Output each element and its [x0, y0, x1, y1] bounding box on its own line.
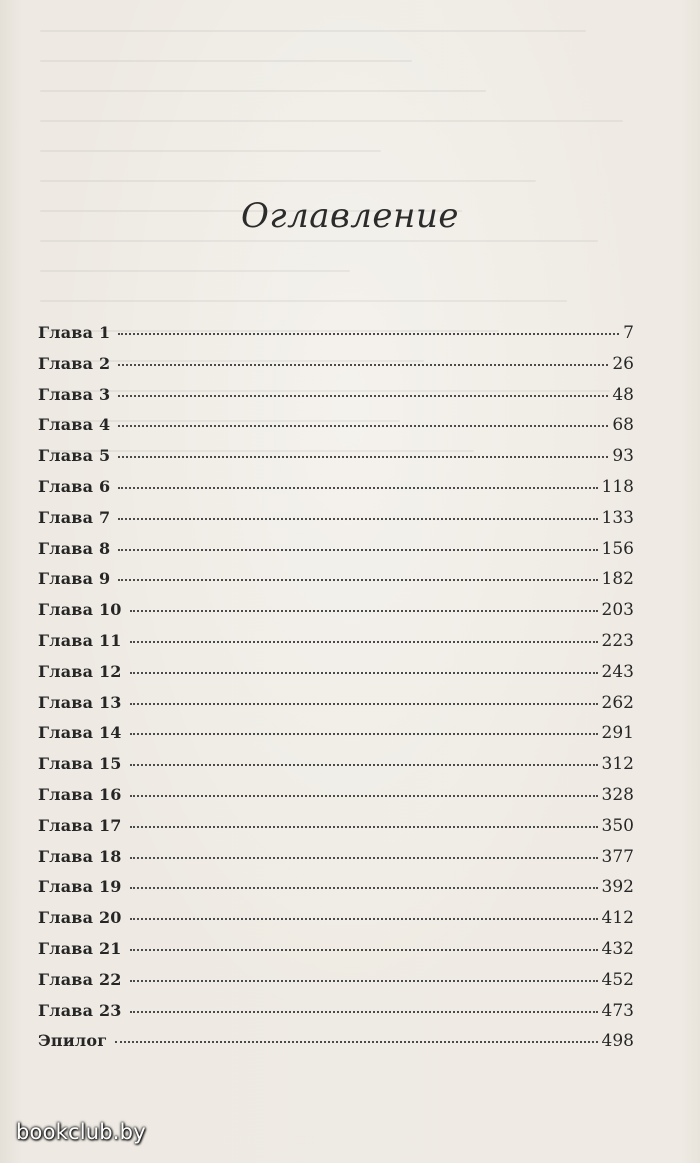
toc-entry-page-number: 48	[612, 384, 634, 405]
dot-leader	[118, 518, 597, 520]
dot-leader	[130, 703, 598, 705]
toc-entry[interactable]	[38, 508, 634, 539]
toc-entry-label: Глава 18	[38, 846, 122, 866]
toc-entry-page-number: 452	[601, 969, 634, 990]
toc-entry-label: Глава 16	[38, 784, 122, 804]
toc-entry-page-number: 68	[612, 415, 634, 436]
dot-leader	[130, 918, 598, 920]
toc-entry-page-number: 93	[612, 446, 634, 467]
toc-entry-label: Глава 10	[38, 600, 122, 620]
dot-leader	[115, 1041, 597, 1043]
toc-entry-label: Глава 15	[38, 754, 122, 774]
toc-entry[interactable]	[38, 754, 634, 785]
toc-entry-page-number: 262	[601, 692, 634, 713]
toc-entry[interactable]	[38, 1031, 634, 1062]
toc-entry-page-number: 26	[612, 353, 634, 374]
toc-entry[interactable]	[38, 323, 634, 354]
toc-entry-label: Глава 11	[38, 630, 122, 650]
toc-entry[interactable]	[38, 477, 634, 508]
dot-leader	[130, 857, 598, 859]
toc-entry-page-number: 223	[601, 630, 634, 651]
toc-entry-label: Глава 23	[38, 1000, 122, 1020]
dot-leader	[130, 764, 598, 766]
toc-entry[interactable]	[38, 723, 634, 754]
toc-entry-label: Глава 20	[38, 908, 122, 928]
toc-entry[interactable]	[38, 385, 634, 416]
toc-entry[interactable]	[38, 785, 634, 816]
toc-entry-page-number: 392	[601, 877, 634, 898]
toc-entry-page-number: 182	[601, 569, 634, 590]
dot-leader	[118, 549, 597, 551]
dot-leader	[118, 425, 608, 427]
dot-leader	[118, 395, 608, 397]
toc-entry[interactable]	[38, 354, 634, 385]
toc-entry-label: Глава 21	[38, 938, 122, 958]
toc-entry-label: Глава 2	[38, 353, 111, 373]
toc-entry[interactable]	[38, 816, 634, 847]
toc-entry-page-number: 291	[601, 723, 634, 744]
dot-leader	[118, 333, 619, 335]
toc-entry[interactable]	[38, 539, 634, 570]
toc-entry-label: Глава 14	[38, 723, 122, 743]
dot-leader	[130, 641, 598, 643]
toc-entry-page-number: 312	[601, 754, 634, 775]
toc-entry[interactable]	[38, 1001, 634, 1032]
toc-entry[interactable]	[38, 415, 634, 446]
toc-entry-label: Глава 9	[38, 569, 111, 589]
toc-entry[interactable]	[38, 662, 634, 693]
toc-entry-label: Глава 5	[38, 446, 111, 466]
toc-entry[interactable]	[38, 877, 634, 908]
toc-entry-page-number: 350	[601, 815, 634, 836]
toc-entry-page-number: 412	[601, 908, 634, 929]
dot-leader	[130, 733, 598, 735]
dot-leader	[118, 487, 597, 489]
dot-leader	[130, 980, 598, 982]
watermark-text: bookclub.by	[16, 1120, 146, 1144]
toc-entry[interactable]	[38, 970, 634, 1001]
toc-entry-page-number: 377	[601, 846, 634, 867]
dot-leader	[130, 949, 598, 951]
dot-leader	[130, 826, 598, 828]
dot-leader	[130, 1011, 598, 1013]
toc-entry-page-number: 118	[601, 476, 634, 497]
toc-entry-label: Глава 13	[38, 692, 122, 712]
toc-entry-page-number: 7	[623, 323, 634, 343]
toc-entry[interactable]	[38, 569, 634, 600]
toc-entry-label: Глава 22	[38, 969, 122, 989]
toc-entry-page-number: 328	[601, 784, 634, 805]
dot-leader	[130, 672, 598, 674]
dot-leader	[130, 795, 598, 797]
toc-entry-label: Глава 1	[38, 323, 111, 342]
toc-entry-label: Глава 6	[38, 476, 111, 496]
toc-entry[interactable]	[38, 693, 634, 724]
toc-entry-page-number: 203	[601, 600, 634, 621]
toc-entry-label: Глава 3	[38, 384, 111, 404]
dot-leader	[118, 579, 597, 581]
toc-entry[interactable]	[38, 908, 634, 939]
toc-entry[interactable]	[38, 446, 634, 477]
dot-leader	[118, 364, 608, 366]
dot-leader	[118, 456, 608, 458]
toc-entry-label: Глава 19	[38, 877, 122, 897]
toc-entry-label: Глава 7	[38, 507, 111, 527]
page-title: Оглавление	[241, 196, 459, 236]
toc-entry[interactable]	[38, 600, 634, 631]
toc-entry[interactable]	[38, 939, 634, 970]
toc-entry-label: Глава 8	[38, 538, 111, 558]
dot-leader	[130, 887, 598, 889]
toc-entry-page-number: 432	[601, 938, 634, 959]
toc-entry-label: Глава 17	[38, 815, 122, 835]
toc-entry-label: Эпилог	[38, 1031, 108, 1051]
dot-leader	[130, 610, 598, 612]
toc-entry-label: Глава 4	[38, 415, 111, 435]
toc-entry-page-number: 133	[601, 507, 634, 528]
toc-entry-page-number: 498	[601, 1031, 634, 1052]
toc-entry-page-number: 473	[601, 1000, 634, 1021]
toc-entry[interactable]	[38, 847, 634, 878]
toc-entry-label: Глава 12	[38, 661, 122, 681]
toc-entry[interactable]	[38, 631, 634, 662]
toc-entry-page-number: 243	[601, 661, 634, 682]
toc-entry-page-number: 156	[601, 538, 634, 559]
table-of-contents	[38, 323, 634, 1062]
